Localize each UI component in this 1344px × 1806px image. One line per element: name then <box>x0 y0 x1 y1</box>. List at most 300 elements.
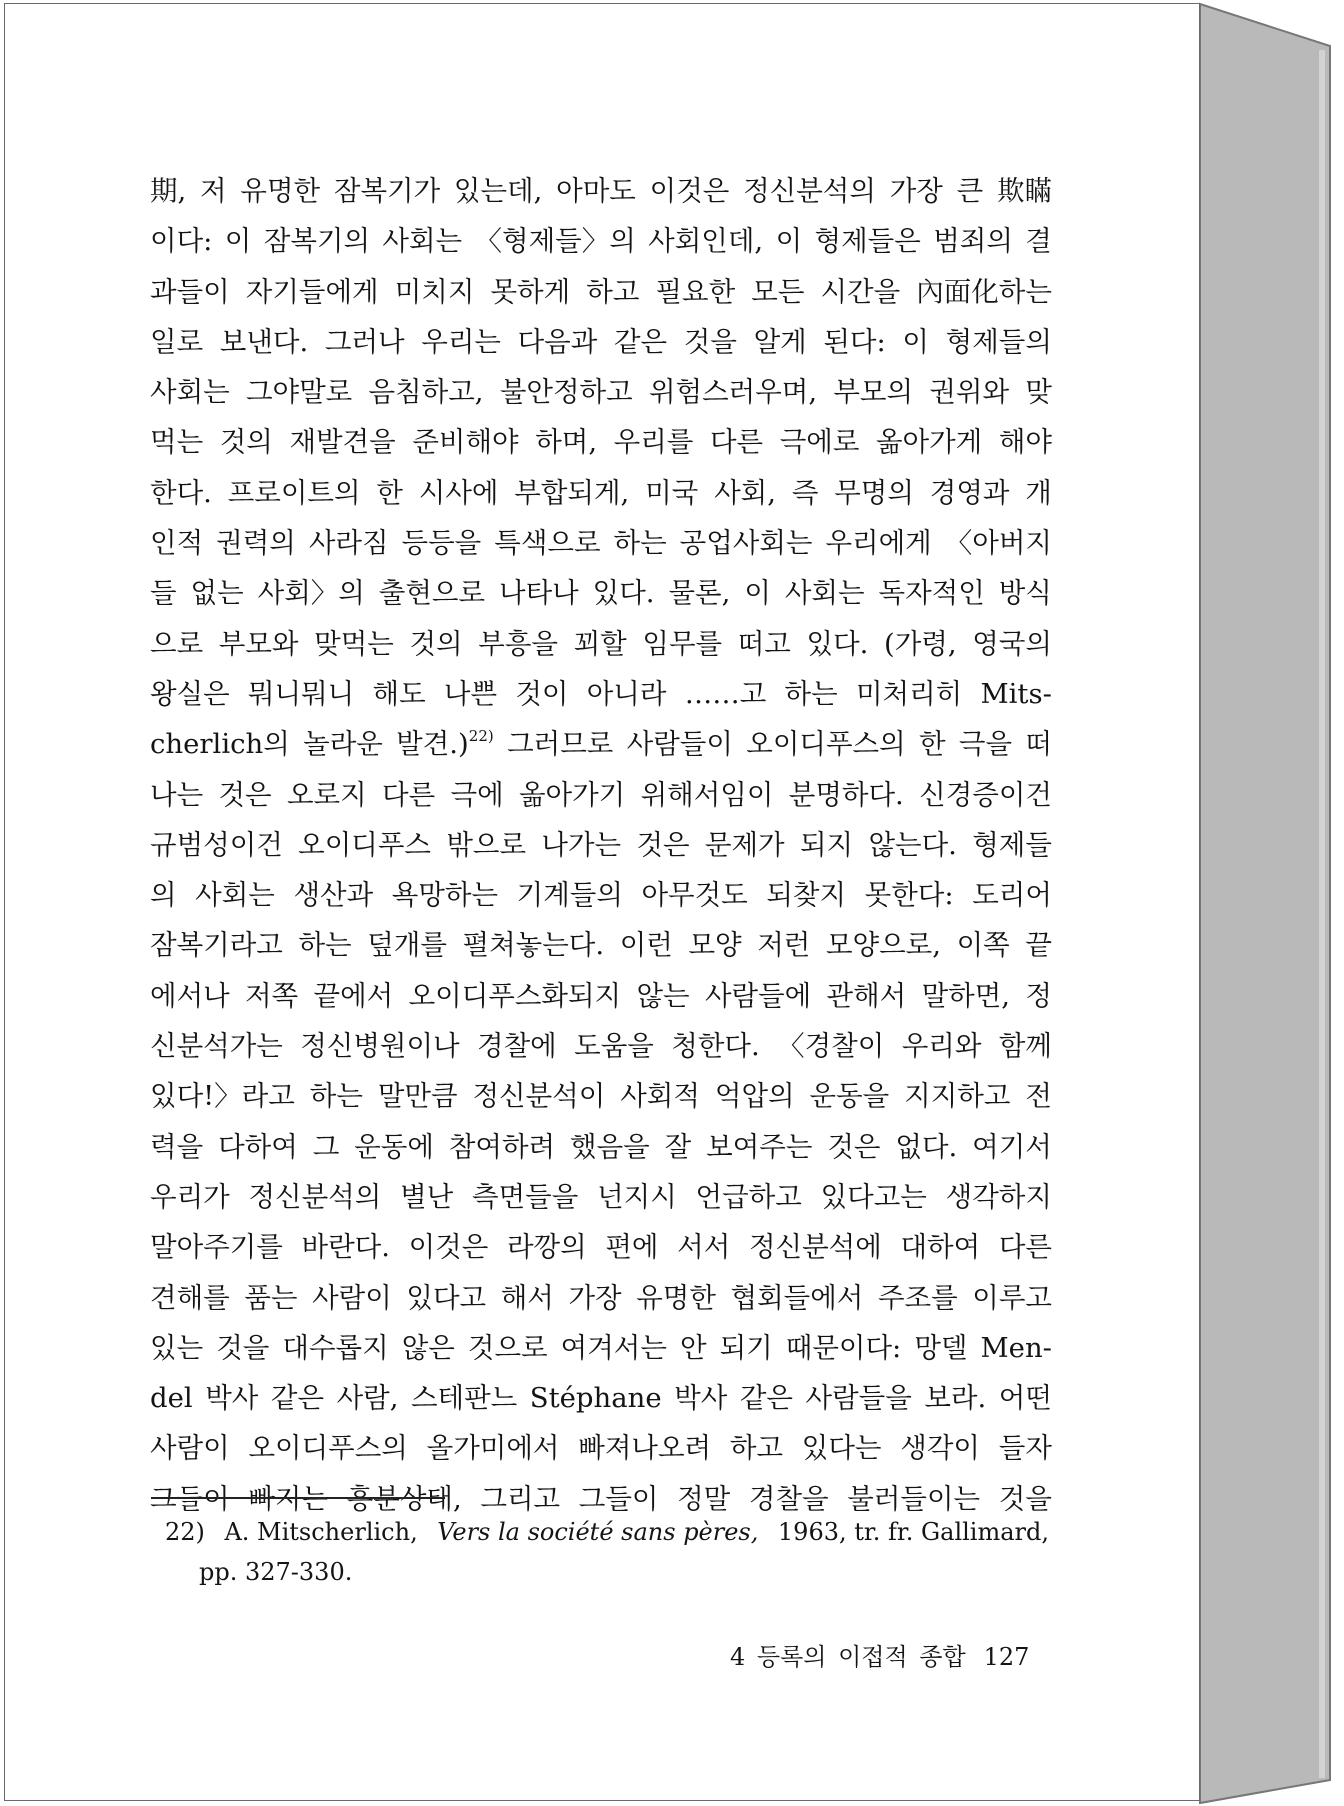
word: 나는 <box>150 778 204 811</box>
word: 나쁜 <box>443 677 498 710</box>
word: 떠고 <box>737 627 791 660</box>
text-line <box>150 468 1052 518</box>
word: 형제들은 <box>814 225 921 258</box>
word: 했음을 <box>570 1130 650 1163</box>
text-line <box>150 1323 1052 1373</box>
word: 끝에서 <box>313 979 394 1012</box>
word: 먹는 <box>150 426 204 459</box>
word: 하고 <box>729 1432 784 1465</box>
word: 다른 <box>709 426 764 459</box>
word: 말하면, <box>921 979 1011 1012</box>
word: 청한다. <box>671 1030 760 1063</box>
text-line <box>150 719 1052 769</box>
word: 알게 <box>753 325 807 358</box>
word: 사람이 <box>150 1432 230 1465</box>
word: 사람들에 <box>704 979 812 1012</box>
word: 이다: <box>150 225 213 258</box>
word: 프로이트의 <box>227 476 361 509</box>
word: 큰 <box>956 175 984 207</box>
word: Mits- <box>980 677 1052 710</box>
word: 우리와 <box>901 1030 982 1063</box>
word: 나타나 <box>499 577 579 610</box>
word: 것은 <box>218 778 272 811</box>
word: 다음과 <box>517 325 598 358</box>
word: 망델 <box>914 1331 968 1364</box>
word: cherlich의 <box>150 728 290 761</box>
word: 사람, <box>336 1382 399 1415</box>
word: 형제들 <box>972 828 1052 861</box>
word: 덮개를 <box>367 929 447 962</box>
word: 펼쳐놓는다. <box>462 929 605 962</box>
word: 결 <box>1025 225 1052 258</box>
word: 불안정하고 <box>499 376 633 409</box>
word: 음침하고, <box>368 376 484 409</box>
word: 규범성이건 <box>150 828 283 861</box>
text-line <box>150 971 1052 1021</box>
word: 부모와 <box>218 627 299 660</box>
word: 않은 <box>401 1331 455 1364</box>
word: 한다. <box>150 476 212 509</box>
word: 사회는 <box>382 225 463 258</box>
word: 것의 <box>219 426 273 459</box>
word: 못하게 <box>490 275 571 308</box>
word: 박사 <box>674 1382 728 1415</box>
word: 빠져나오려 <box>578 1432 712 1465</box>
text-line <box>150 518 1052 568</box>
word: 오이디푸스의 <box>248 1432 408 1465</box>
word: 력을 <box>150 1130 204 1163</box>
word: 협회들에서 <box>730 1281 864 1314</box>
word: 오이디푸스 <box>298 828 431 861</box>
word: 특색으로 <box>494 527 601 560</box>
text-line <box>150 1172 1052 1222</box>
word: 도움을 <box>574 1030 654 1063</box>
word: (가령, <box>884 627 957 660</box>
word: 된다: <box>823 325 886 358</box>
word: 가장 <box>889 175 943 207</box>
word: 경찰을 <box>748 1482 829 1515</box>
word: 시간을 <box>820 275 901 308</box>
word: 영국의 <box>972 627 1052 660</box>
word: 우리에게 <box>825 527 932 560</box>
word: 하는 <box>298 929 352 962</box>
word: del <box>150 1382 193 1415</box>
word: 꾀할 <box>573 627 627 660</box>
word: 개 <box>1025 476 1052 509</box>
word: 그러므로 <box>507 728 614 761</box>
word: 것을 <box>216 1331 270 1364</box>
word: 정 <box>1025 979 1052 1012</box>
text-line <box>150 669 1052 719</box>
word: 위험스러우며, <box>648 376 818 409</box>
word: 때문이다: <box>785 1331 902 1364</box>
word: 것으로 <box>467 1331 548 1364</box>
word: 사회, <box>714 476 776 509</box>
text-line <box>150 770 1052 820</box>
word: 필요한 <box>655 275 736 308</box>
word: 어떤 <box>998 1382 1052 1415</box>
word: 사회는 <box>784 577 865 610</box>
word: 욕망하는 <box>391 879 499 912</box>
word: 으로 <box>150 627 204 660</box>
text-line <box>150 1071 1052 1121</box>
word: 〈경찰이 <box>777 1030 885 1063</box>
word: 해서 <box>500 1281 554 1314</box>
word: 넌지시 <box>597 1180 677 1213</box>
word: 별난 <box>400 1180 454 1213</box>
text-line <box>150 820 1052 870</box>
word: 사람들이 <box>626 728 733 761</box>
word: 있는데, <box>453 175 543 207</box>
word: 극을 <box>958 728 1013 761</box>
word: 아무것도 <box>641 879 748 912</box>
word: 맞 <box>1025 376 1052 409</box>
word: 이 <box>744 577 771 610</box>
word: 서서 <box>677 1231 731 1264</box>
word: 이런 <box>619 929 673 962</box>
text-line <box>150 417 1052 467</box>
word: 미국 <box>645 476 699 509</box>
word: 다하여 <box>218 1130 298 1163</box>
word: 해야 <box>998 426 1052 459</box>
word: 오이디푸스화되지 <box>408 979 622 1012</box>
word: 올가미에서 <box>426 1432 560 1465</box>
word: 期, <box>150 175 187 207</box>
text-line <box>150 1021 1052 1071</box>
word: 방식 <box>998 577 1052 610</box>
word: 이루고 <box>972 1281 1052 1314</box>
word: 안 <box>679 1331 707 1364</box>
word: 분명하다. <box>788 778 904 811</box>
word: 경영과 <box>929 476 1010 509</box>
word: 있다고 <box>406 1281 487 1314</box>
word: 의 <box>150 879 177 912</box>
running-footer <box>730 1637 1029 1672</box>
word: 왕실은 <box>150 677 230 710</box>
word: 뭐니뭐니 <box>247 677 355 710</box>
word: 위해서임이 <box>640 778 774 811</box>
word: 되기 <box>719 1331 773 1364</box>
word: 저 <box>200 175 227 207</box>
word: 이 <box>902 325 929 358</box>
word: 함께 <box>998 1030 1052 1063</box>
word: 도리어 <box>972 879 1052 912</box>
word: 공업사회는 <box>679 527 813 560</box>
word: 신분석가는 <box>150 1030 283 1063</box>
word: 있다!〉라고 <box>150 1080 295 1113</box>
word: 있다고는 <box>820 1180 927 1213</box>
word: 것을 <box>998 1482 1052 1515</box>
word: 대하여 <box>900 1231 981 1264</box>
word: 옮아가기 <box>518 778 626 811</box>
word: 운동을 <box>809 1080 890 1113</box>
word: 정신분석의 <box>743 175 876 207</box>
word: 있다는 <box>801 1432 882 1465</box>
word: 시사에 <box>418 476 499 509</box>
word: 모든 <box>751 275 805 308</box>
text-line <box>150 1122 1052 1172</box>
word: 생각이 <box>900 1432 980 1465</box>
word: 말아주기를 <box>150 1231 283 1264</box>
word: 미처리히 <box>855 677 963 710</box>
footnote-line-2: pp. 327-330. <box>199 1558 353 1586</box>
footnote-publication: 1963, tr. fr. Gallimard, <box>777 1518 1049 1546</box>
word: 모양으로, <box>825 929 941 962</box>
word: 전 <box>1025 1080 1052 1113</box>
word: 없는 <box>190 577 244 610</box>
word: 품는 <box>244 1281 298 1314</box>
footnote-number: 22) <box>165 1518 205 1546</box>
word: 지지하고 <box>904 1080 1011 1113</box>
word: 부모의 <box>833 376 914 409</box>
footnote-title: Vers la société sans pères, <box>437 1518 759 1546</box>
word: 있다. <box>806 627 869 660</box>
word: 그들이 <box>578 1482 659 1515</box>
word: 우리가 <box>150 1180 230 1213</box>
word: 보여주는 <box>706 1130 813 1163</box>
word: 아마도 <box>556 175 636 207</box>
word: 이 <box>224 225 252 258</box>
text-line <box>150 267 1052 317</box>
word: 떠 <box>1025 728 1052 761</box>
word: 준비해야 <box>412 426 519 459</box>
word: 관해서 <box>826 979 907 1012</box>
text-line <box>150 1222 1052 1272</box>
word: 발견.)$^{22)}$ <box>396 727 494 761</box>
word: 오로지 <box>286 778 367 811</box>
word: 대수롭지 <box>282 1331 389 1364</box>
word: 경찰에 <box>477 1030 557 1063</box>
word: 아니라 <box>586 677 667 710</box>
word: 기계들의 <box>516 879 623 912</box>
text-line <box>150 216 1052 266</box>
word: 있다. <box>592 577 655 610</box>
word: 우리를 <box>613 426 694 459</box>
word: 유명한 <box>636 1281 716 1314</box>
word: 옮아가게 <box>875 426 983 459</box>
word: 이것은 <box>408 1231 489 1264</box>
footnote <box>165 1512 1049 1592</box>
word: 말만큼 <box>377 1080 458 1113</box>
word: 재발견을 <box>289 426 396 459</box>
text-line <box>150 317 1052 367</box>
word: 欺瞞 <box>997 175 1052 207</box>
word: ……고 <box>684 677 767 710</box>
word: 임무를 <box>642 627 723 660</box>
text-line <box>150 1423 1052 1473</box>
word: 여겨서는 <box>560 1331 667 1364</box>
footnote-line-1 <box>165 1512 1049 1552</box>
word: 저런 <box>757 929 811 962</box>
word: 권력의 <box>216 527 296 560</box>
word: 권위와 <box>929 376 1010 409</box>
word: 해도 <box>372 677 426 710</box>
word: 잘 <box>664 1130 692 1163</box>
word: 나가는 <box>541 828 622 861</box>
footnote-reference: 22) <box>468 727 494 746</box>
word: 부합되게, <box>514 476 630 509</box>
text-line <box>150 1273 1052 1323</box>
word: 이 <box>775 225 803 258</box>
word: 같은 <box>739 1382 793 1415</box>
word: 오이디푸스의 <box>746 728 906 761</box>
word: 것은 <box>636 828 690 861</box>
word: 운동에 <box>354 1130 434 1163</box>
word: 극에 <box>450 778 504 811</box>
word: 같은 <box>613 325 668 358</box>
word: 물론, <box>668 577 731 610</box>
word: 것이 <box>515 677 569 710</box>
text-line <box>150 619 1052 669</box>
word: 부흥을 <box>478 627 558 660</box>
word: 바란다. <box>301 1231 390 1264</box>
word: 생각하지 <box>945 1180 1052 1213</box>
word: 인적 <box>150 527 204 560</box>
word: 모양 <box>688 929 742 962</box>
word: 문제가 <box>704 828 785 861</box>
word: 사회〉의 <box>257 577 365 610</box>
word: Stéphane <box>529 1382 662 1415</box>
word: 〈형제들〉의 <box>474 225 636 258</box>
word: 되찾지 <box>766 879 847 912</box>
word: 않는 <box>636 979 690 1012</box>
word: 보라. <box>924 1382 987 1415</box>
word: 그들이 <box>150 1482 230 1515</box>
word: 자기들에게 <box>245 275 379 308</box>
body-text <box>150 166 1052 1524</box>
word: 보낸다. <box>219 325 309 358</box>
word: 일로 <box>150 325 204 358</box>
text-line <box>150 166 1052 216</box>
word: 정말 <box>677 1482 731 1515</box>
word: 하는 <box>309 1080 363 1113</box>
word: 에서나 <box>150 979 230 1012</box>
word: 잠복기라고 <box>150 929 283 962</box>
word: 하며, <box>535 426 598 459</box>
word: 측면들을 <box>472 1180 579 1213</box>
word: 하는 <box>784 677 838 710</box>
word: 억압의 <box>714 1080 795 1113</box>
word: 〈아버지 <box>944 527 1052 560</box>
word: 사회는 <box>150 376 230 409</box>
text-line <box>150 367 1052 417</box>
word: 정신분석에 <box>748 1231 882 1264</box>
word: 정신분석이 <box>472 1080 606 1113</box>
word: 생산과 <box>293 879 374 912</box>
word: 스테판느 <box>410 1382 518 1415</box>
word: 박사 <box>205 1382 259 1415</box>
word: 정신병원이나 <box>300 1030 460 1063</box>
word: 빠지는 <box>248 1482 329 1515</box>
footnote-author: A. Mitscherlich, <box>224 1518 418 1546</box>
word: 등등을 <box>401 527 482 560</box>
page-number: 127 <box>983 1643 1030 1671</box>
word: 주조를 <box>877 1281 958 1314</box>
word: 사회적 <box>620 1080 700 1113</box>
word: 있는 <box>150 1331 204 1364</box>
text-line <box>150 870 1052 920</box>
word: 사람들을 <box>805 1382 912 1415</box>
word: 유명한 <box>240 175 321 207</box>
word: 밖으로 <box>446 828 527 861</box>
chapter-title: 4 등록의 이접적 종합 <box>730 1643 966 1671</box>
word: 그리고 <box>480 1482 561 1515</box>
word: 사회는 <box>195 879 275 912</box>
word: 다른 <box>998 1231 1052 1264</box>
word: 다른 <box>382 778 436 811</box>
word: 형제들의 <box>945 325 1052 358</box>
word: 출현으로 <box>378 577 486 610</box>
word: 즉 <box>791 476 819 509</box>
word: 같은 <box>270 1382 325 1415</box>
word: 하고 <box>586 275 640 308</box>
word: 무명의 <box>834 476 914 509</box>
word: 편에 <box>605 1231 659 1264</box>
word: 사라짐 <box>308 527 389 560</box>
text-line <box>150 568 1052 618</box>
word: 언급하고 <box>695 1180 802 1213</box>
word: 이쪽 <box>956 929 1010 962</box>
text-line <box>150 1373 1052 1423</box>
word: 미치지 <box>394 275 475 308</box>
word: 되지 <box>799 828 854 861</box>
word: 가장 <box>568 1281 622 1314</box>
word: 것을 <box>683 325 737 358</box>
word: 잠복기가 <box>333 175 441 207</box>
word: 사람이 <box>312 1281 392 1314</box>
word: 우리는 <box>421 325 501 358</box>
word: 않는다. <box>868 828 957 861</box>
word: Men- <box>980 1331 1052 1364</box>
word: 그야말로 <box>245 376 353 409</box>
word: 못한다: <box>864 879 954 912</box>
word: 것은 <box>827 1130 881 1163</box>
word: 정신분석의 <box>248 1180 382 1213</box>
word: 과들이 <box>150 275 230 308</box>
word: 견해를 <box>150 1281 230 1314</box>
word: 흥분상태, <box>346 1482 462 1515</box>
text-line <box>150 920 1052 970</box>
word: 저쪽 <box>245 979 299 1012</box>
word: 여기서 <box>972 1130 1052 1163</box>
word: 한 <box>918 728 946 761</box>
word: 잠복기의 <box>263 225 371 258</box>
word: 이것은 <box>649 175 730 207</box>
word: 맞먹는 <box>314 627 394 660</box>
word: 라깡의 <box>506 1231 587 1264</box>
word: 한 <box>376 476 403 509</box>
word: 없다. <box>895 1130 958 1163</box>
word: 불러들이는 <box>847 1482 981 1515</box>
word: 들 <box>150 577 177 610</box>
word: 놀라운 <box>303 728 383 761</box>
word: 들자 <box>998 1432 1052 1465</box>
footnote-rule <box>151 1497 445 1499</box>
word: 그러나 <box>324 325 405 358</box>
word: 것의 <box>409 627 463 660</box>
word: 끝 <box>1025 929 1052 962</box>
word: 그 <box>312 1130 340 1163</box>
book-side-face <box>1200 4 1330 1803</box>
word: 하는 <box>613 527 667 560</box>
word: 독자적인 <box>878 577 985 610</box>
word: 사회인데, <box>648 225 764 258</box>
word: 內面化하는 <box>916 275 1052 308</box>
word: 극에로 <box>779 426 860 459</box>
word: 신경증이건 <box>919 778 1052 811</box>
word: 범죄의 <box>933 225 1013 258</box>
word: 참여하려 <box>448 1130 556 1163</box>
